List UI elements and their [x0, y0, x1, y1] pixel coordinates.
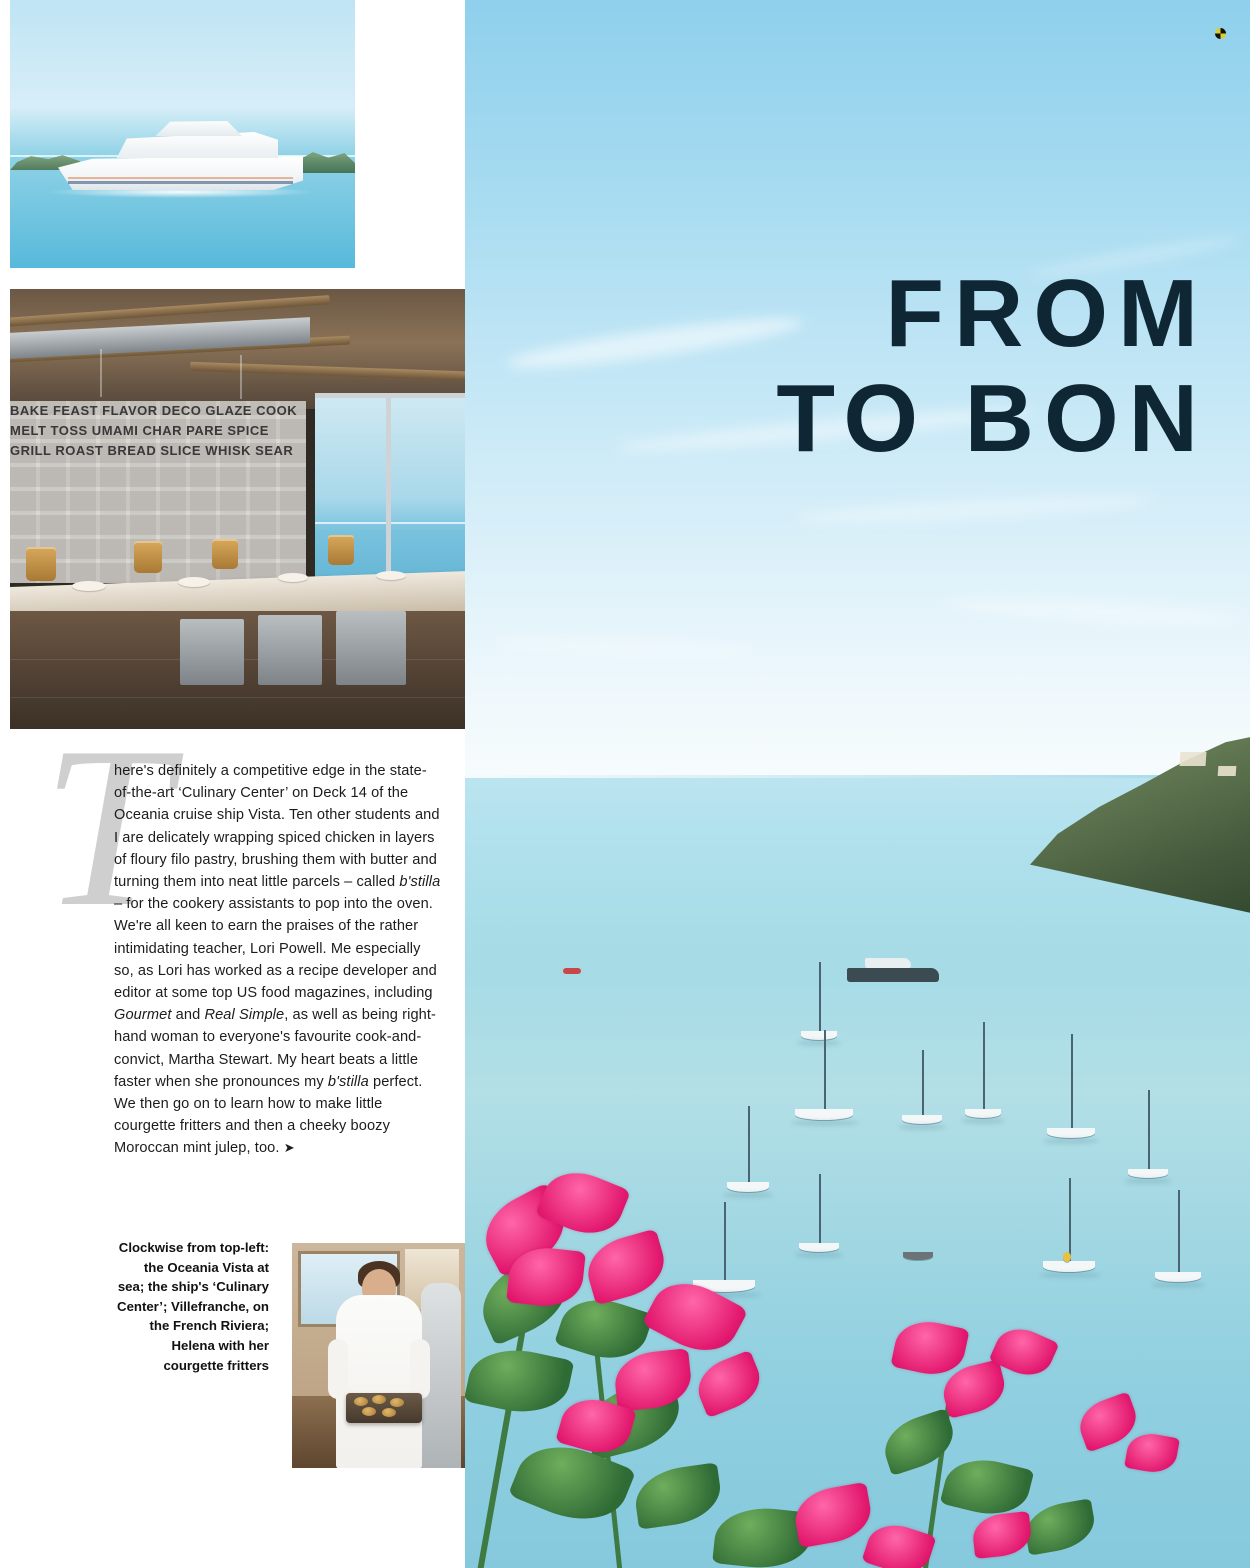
oven-unit [336, 611, 406, 685]
hull-stripe-accent [68, 177, 293, 179]
photo-oceania-vista [10, 0, 355, 268]
sailboat [1128, 1090, 1168, 1178]
hanging-light-cord [240, 355, 242, 399]
sailboat [799, 1174, 839, 1252]
headline-line-1: FROM [885, 260, 1208, 367]
sailboat [801, 962, 837, 1040]
drop-cap: T [42, 699, 170, 954]
hillside-building [1180, 752, 1207, 766]
hull-stripe [68, 181, 293, 184]
sailboat [727, 1106, 769, 1192]
ship-hull [58, 156, 303, 190]
copper-pot [328, 535, 354, 565]
cruise-ship [58, 112, 303, 200]
oven-unit [258, 615, 322, 685]
hillside-building [1218, 766, 1237, 776]
sailboat [795, 1030, 853, 1120]
cabinet-seam [10, 697, 465, 698]
courgette-fritter [372, 1395, 386, 1404]
window-frame [315, 393, 465, 398]
registration-mark-icon [1215, 28, 1226, 39]
buoy [1063, 1248, 1071, 1262]
motor-boat [847, 968, 939, 982]
hero-sea-photo [465, 0, 1250, 1568]
motor-boat-cabin [865, 958, 911, 968]
article-body: here's definitely a competitive edge in the state-of-the-art ‘Culinary Center’ on Deck 14 of the Oceania cruise ship Vista. Ten other students and I are delicately wrapping spiced chicken in layers of floury filo pastry, brushing them with butter and turning them into neat little parcels – called b'stilla – for the cookery assistants to pop into the oven. We're all keen to earn the praises of the rather intimidating teacher, Lori Powell. Me especially so, as Lori has worked as a recipe developer and editor at some top US food magazines, including Gourmet and Real Simple, as well as being right-hand woman to everyone's favourite cook-and-convict, Martha Stewart. My heart beats a little faster when she pronounces my b'stilla perfect. We then go on to learn how to make little courgette fritters and then a cheeky boozy Moroccan mint julep, too. ➤ [114, 763, 441, 1157]
plate [178, 577, 210, 587]
page-title [776, 260, 1208, 473]
horizon-line [465, 775, 1250, 778]
copper-pot [26, 547, 56, 581]
photo-caption: Clockwise from top-left: the Oceania Vista at sea; the ship's ‘Culinary Center’; Villefranche, on the French Riviera; Helena with her courgette fritters [117, 1240, 269, 1373]
photo-helena-with-fritters [292, 1243, 465, 1468]
plate [72, 581, 106, 591]
motor-dinghy [903, 1248, 933, 1260]
plate [376, 571, 406, 580]
ship-upper-deck [150, 120, 242, 136]
arm-right [410, 1339, 430, 1399]
typographic-wall-panel: BAKE FEAST FLAVOR DECO GLAZE COOK MELT TOSS UMAMI CHAR PARE SPICE GRILL ROAST BREAD SLICE WHISK SEAR [10, 401, 306, 583]
courgette-fritter [382, 1408, 396, 1417]
plate [278, 573, 308, 582]
copper-pot [134, 541, 162, 573]
courgette-fritter [362, 1407, 376, 1416]
hanging-light-cord [100, 349, 102, 397]
sailboat [1047, 1034, 1095, 1138]
headline-line-2: TO BON [776, 365, 1208, 473]
copper-pot [212, 539, 238, 569]
small-red-boat [563, 968, 581, 974]
oven-unit [180, 619, 244, 685]
courgette-fritter [354, 1397, 368, 1406]
courgette-fritter [390, 1398, 404, 1407]
arm-left [328, 1339, 348, 1399]
sailboat [902, 1050, 942, 1124]
sailboat [965, 1022, 1001, 1118]
photo-culinary-center [10, 289, 465, 729]
sailboat [693, 1200, 755, 1292]
sailboat [1155, 1190, 1201, 1282]
